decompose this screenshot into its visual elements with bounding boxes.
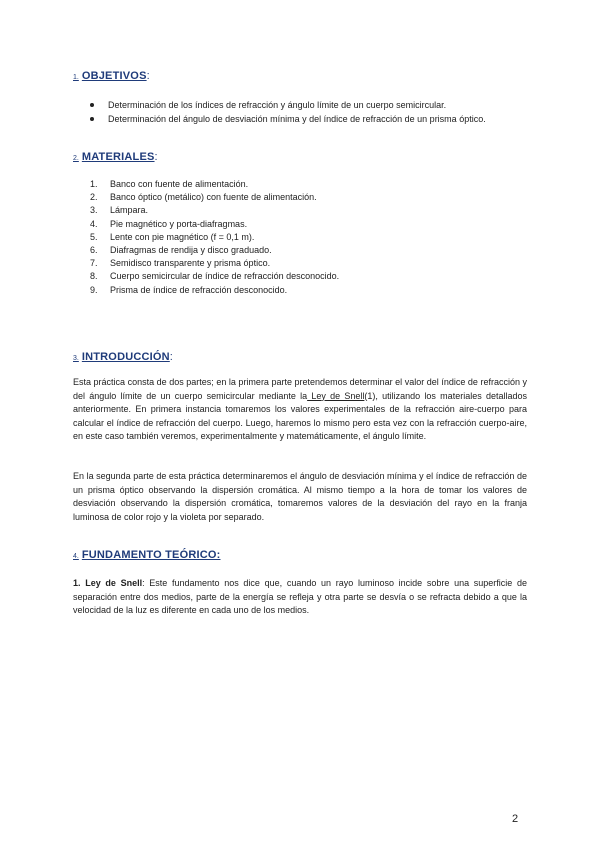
item-text: Banco con fuente de alimentación. [110,179,249,189]
section-number: 1. [73,74,79,81]
item-text: Pie magnético y porta-diafragmas. [110,218,248,229]
list-item [90,284,339,297]
section-number: 2. [73,155,79,162]
fundamento-text: : Este fundamento nos dice que, cuando un rayo luminoso incide sobre una superficie de separación entre dos medios, parte de la energía se refleja y otra parte se desvía o se refracta debido a que la velocidad de la luz es diferente en cada uno de los medios. [73,578,527,616]
list-item [90,270,339,283]
intro-paragraph-1 [73,376,527,444]
list-item [90,257,339,270]
fundamento-label: 1. Ley de Snell [73,578,143,588]
item-text: Lente con pie magnético (f = 0,1 m). [110,231,255,242]
item-number: 2. [90,192,98,203]
item-number: 7. [90,258,98,269]
section-heading-materiales [73,151,158,163]
item-text: Diafragmas de rendija y disco graduado. [110,245,272,256]
list-item [90,204,339,217]
list-item [90,218,339,231]
heading-colon: : [154,151,158,163]
item-text: Lámpara. [110,205,149,216]
item-text: Banco óptico (metálico) con fuente de alimentación. [110,192,317,203]
list-item [90,231,339,244]
item-number: 4. [90,218,98,229]
section-heading-objetivos [73,70,150,82]
section-heading-introduccion [73,351,173,363]
item-text: Prisma de índice de refracción desconocido. [110,284,288,295]
list-item: Determinación del ángulo de desviación mínima y del índice de refracción de un prisma óptico. [90,112,510,126]
item-text: Semidisco transparente y prisma óptico. [110,258,271,269]
section-title: FUNDAMENTO TEÓRICO: [81,549,221,561]
section-title: OBJETIVOS [81,70,147,82]
heading-colon: : [169,351,173,363]
list-item [90,244,339,257]
materiales-list [90,178,339,297]
item-number: 3. [90,205,98,216]
list-item [90,191,339,204]
intro-paragraph-2: En la segunda parte de esta práctica determinaremos el ángulo de desviación mínima y el índice de refracción de un prisma óptico observando la dispersión cromática. Al mismo tiempo a la hora de tomar los valores de desviación observando la dispersión cromática, tomaremos valores de la desviación del rayo en la franja luminosa de color rojo y la violeta por separado. [73,471,527,522]
page-number: 2 [512,813,519,825]
intro-text: Esta práctica consta de dos partes; en la primera parte pretendemos determinar el valor del índice de refracción y del ángulo límite de un cuerpo semicircular mediante la [73,377,527,401]
list-item: Determinación de los índices de refracción y ángulo límite de un cuerpo semicircular. [90,98,510,112]
objetivos-list [90,98,510,126]
fundamento-paragraph [73,577,527,618]
section-title: INTRODUCCIÓN [81,351,170,363]
section-number: 4. [73,553,79,560]
item-number: 9. [90,284,98,295]
list-item [90,178,339,191]
section-title: MATERIALES [81,151,155,163]
snell-reference: Ley de Snell [307,390,365,401]
section-number: 3. [73,355,79,362]
item-number: 5. [90,231,98,242]
section-heading-fundamento [73,549,221,561]
item-number: 8. [90,271,98,282]
intro-text: (1), utilizando los materiales detallados anteriormente. En primera instancia tomaremos los valores experimentales de la refracción aire-cuerpo para calcular el índice de refracción del cuerpo. Luego, haremos lo mismo pero esta vez con la refracción cuerpo-aire, en este caso también veremos, experimentalmente y matemáticamente, el ángulo límite. [73,390,527,442]
item-number: 6. [90,245,98,256]
heading-colon: : [146,70,150,82]
item-text: Cuerpo semicircular de índice de refracción desconocido. [110,271,340,282]
item-number: 1. [90,179,98,189]
